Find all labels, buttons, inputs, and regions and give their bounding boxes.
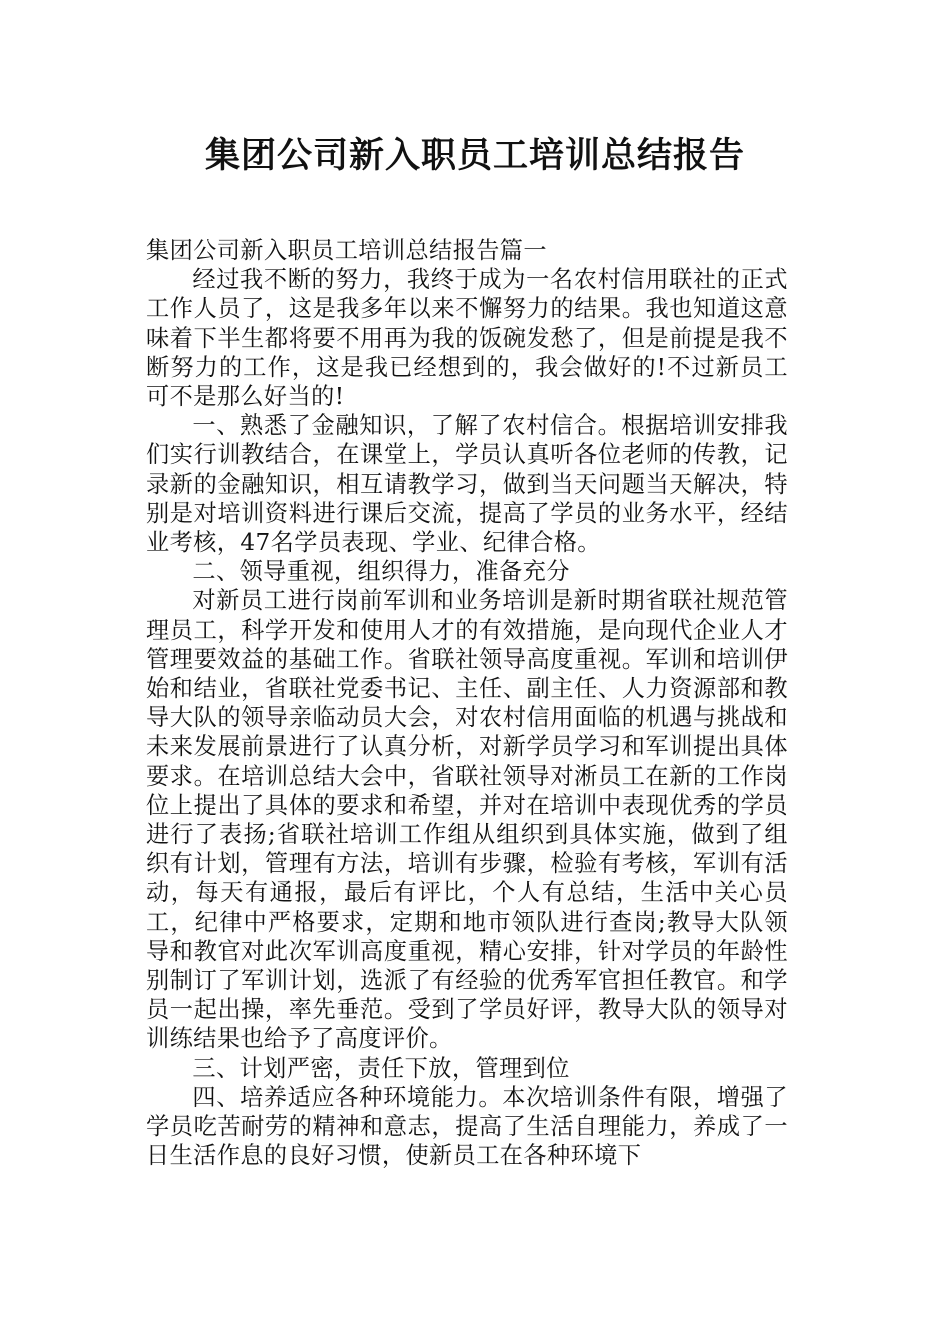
document-body [146,236,788,1171]
paragraph-point-four: 四、培养适应各种环境能力。本次培训条件有限，增强了学员吃苦耐劳的精神和意志，提高了生活自理能力，养成了一日生活作息的良好习惯，使新员工在各种环境下 [146,1083,788,1170]
paragraph-point-one: 一、熟悉了金融知识，了解了农村信合。根据培训安排我们实行训教结合，在课堂上，学员认真听各位老师的传教，记录新的金融知识，相互请教学习，做到当天问题当天解决，特别是对培训资料进行课后交流，提高了学员的业务水平，经结业考核，47名学员表现、学业、纪律合格。 [146,412,788,557]
section-heading: 集团公司新入职员工培训总结报告篇一 [146,237,547,264]
paragraph-point-three-heading: 三、计划严密，责任下放，管理到位 [192,1054,570,1082]
paragraph-point-two-body: 对新员工进行岗前军训和业务培训是新时期省联社规范管理员工，科学开发和使用人才的有效措施，是向现代企业人才管理要效益的基础工作。省联社领导高度重视。军训和培训伊始和结业，省联社党委书记、主任、副主任、人力资源部和教导大队的领导亲临动员大会，对农村信用面临的机遇与挑战和未来发展前景进行了认真分析，对新学员学习和军训提出具体要求。在培训总结大会中，省联社领导对淅员工在新的工作岗位上提出了具体的要求和希望，并对在培训中表现优秀的学员进行了表扬;省联社培训工作组从组织到具体实施，做到了组织有计划，管理有方法，培训有步骤，检验有考核，军训有活动，每天有通报，最后有评比，个人有总结，生活中关心员工，纪律中严格要求，定期和地市领队进行查岗;教导大队领导和教官对此次军训高度重视，精心安排，针对学员的年龄性别制订了军训计划，选派了有经验的优秀军官担任教官。和学员一起出操，率先垂范。受到了学员好评，教导大队的领导对训练结果也给予了高度评价。 [146,587,788,1053]
paragraph-intro: 经过我不断的努力，我终于成为一名农村信用联社的正式工作人员了，这是我多年以来不懈努力的结果。我也知道这意味着下半生都将要不用再为我的饭碗发愁了，但是前提是我不断努力的工作，这是我已经想到的，我会做好的!不过新员工可不是那么好当的! [146,266,788,411]
paragraph-point-two-heading: 二、领导重视，组织得力，准备充分 [192,558,570,586]
document-title: 集团公司新入职员工培训总结报告 [204,135,745,176]
